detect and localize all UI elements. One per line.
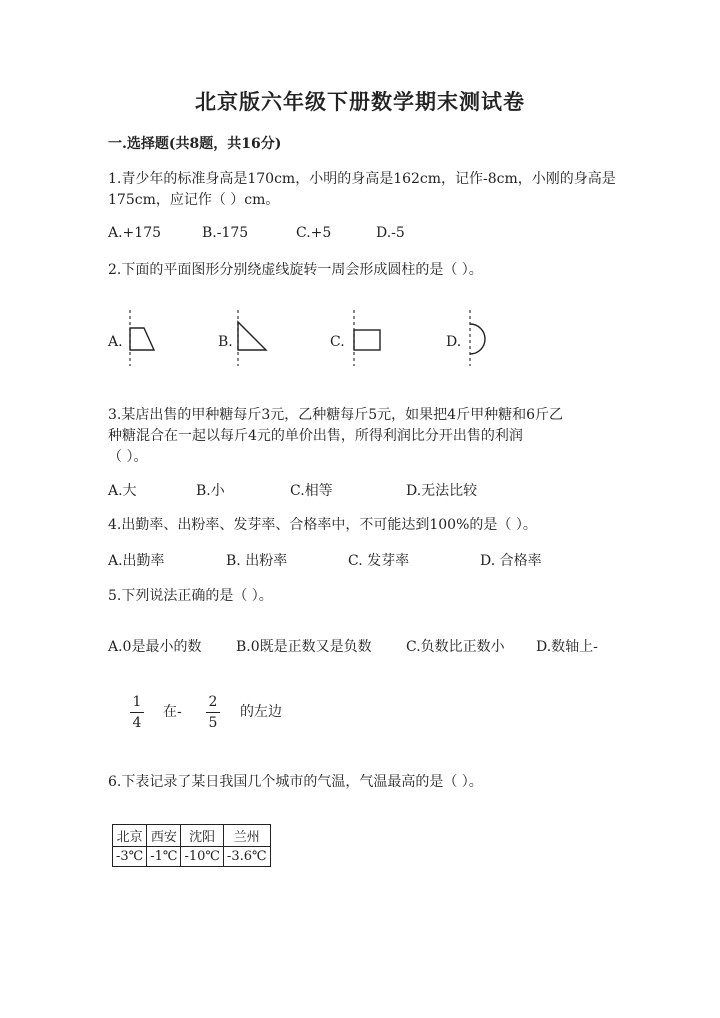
question-5-option-b: B.0既是正数又是负数 [236, 639, 372, 655]
question-1-option-c: C.+5 [296, 225, 332, 241]
table-cell-city: 沈阳 [181, 825, 223, 847]
question-1-option-a: A.+175 [108, 225, 162, 241]
table-cell-city: 兰州 [223, 825, 270, 847]
table-row [113, 847, 271, 867]
fraction-one-quarter [130, 694, 144, 731]
page-title: 北京版六年级下册数学期末测试卷 [195, 89, 525, 114]
fraction-1-denominator: 4 [132, 715, 142, 731]
question-2-option-b: B. [218, 334, 233, 350]
question-1-line-2: 175cm，应记作（ ）cm。 [108, 192, 280, 208]
question-1-line-1: 1.青少年的标准身高是170cm，小明的身高是162cm，记作-8cm，小刚的身高是 [108, 171, 616, 187]
question-1-option-d: D.-5 [376, 225, 405, 241]
table-cell-city: 北京 [113, 825, 147, 847]
question-2-option-a: A. [108, 334, 123, 350]
temperature-table [112, 824, 271, 867]
question-5-option-d-middle: 在- [163, 704, 182, 720]
question-3-line-3: （ ）。 [108, 449, 148, 465]
question-1-option-b: B.-175 [202, 225, 249, 241]
question-3-option-b: B.小 [196, 483, 225, 499]
trapezoid-figure [122, 308, 162, 368]
question-3-option-a: A.大 [108, 483, 137, 499]
question-6-text: 6.下表记录了某日我国几个城市的气温，气温最高的是（ ）。 [108, 774, 483, 790]
right-triangle-figure [230, 308, 274, 368]
question-5-option-d: D.数轴上- [536, 639, 598, 655]
section-heading: 一.选择题(共8题，共16分) [108, 136, 282, 152]
question-5-text: 5.下列说法正确的是（ ）。 [108, 588, 273, 604]
question-4-option-b: B. 出粉率 [226, 553, 288, 569]
question-3-option-c: C.相等 [290, 483, 333, 499]
fraction-2-numerator: 2 [208, 694, 218, 710]
table-cell-temp: -3℃ [113, 847, 147, 867]
rectangle-figure [344, 308, 388, 368]
table-cell-temp: -1℃ [147, 847, 181, 867]
question-5-option-c: C.负数比正数小 [406, 639, 505, 655]
question-4-text: 4.出勤率、出粉率、发芽率、合格率中，不可能达到100%的是（ ）。 [108, 517, 537, 533]
question-2-text: 2.下面的平面图形分别绕虚线旋转一周会形成圆柱的是（ ）。 [108, 262, 483, 278]
fraction-1-numerator: 1 [132, 694, 142, 710]
table-cell-temp: -10℃ [181, 847, 223, 867]
fraction-two-fifths [206, 694, 220, 731]
question-4-option-c: C. 发芽率 [348, 553, 410, 569]
table-row [113, 825, 271, 847]
question-5-option-d-tail: 的左边 [240, 704, 282, 720]
question-4-option-a: A.出勤率 [108, 553, 165, 569]
question-2-option-c: C. [330, 334, 345, 350]
question-3-line-1: 3.某店出售的甲种糖每斤3元，乙种糖每斤5元，如果把4斤甲种糖和6斤乙 [108, 407, 563, 423]
question-4-option-d: D. 合格率 [480, 553, 542, 569]
table-cell-city: 西安 [147, 825, 181, 847]
question-3-option-d: D.无法比较 [406, 483, 478, 499]
fraction-2-denominator: 5 [208, 715, 218, 731]
question-5-option-a: A.0是最小的数 [108, 639, 202, 655]
table-cell-temp: -3.6℃ [223, 847, 270, 867]
semicircle-figure [458, 308, 498, 368]
question-3-line-2: 种糖混合在一起以每斤4元的单价出售，所得利润比分开出售的利润 [108, 428, 523, 444]
question-2-option-d: D. [446, 334, 462, 350]
